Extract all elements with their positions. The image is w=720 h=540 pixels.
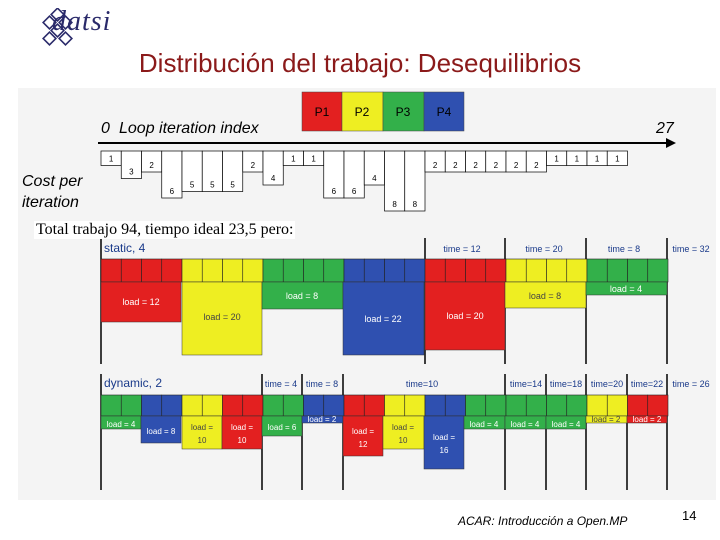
iteration-cell	[567, 259, 587, 282]
cost-label-line1: Cost per	[22, 173, 83, 190]
dynamic-load-label: 10	[237, 436, 247, 445]
dynamic-load-label: load =	[190, 423, 214, 432]
iteration-cell	[243, 395, 263, 416]
static-time-8: time = 8	[607, 244, 641, 254]
iteration-cell	[142, 259, 162, 282]
iteration-cell	[607, 395, 627, 416]
iteration-cell	[425, 259, 445, 282]
iteration-cell	[506, 259, 526, 282]
dynamic-time-label: time = 26	[672, 379, 710, 389]
cost-value: 8	[412, 200, 418, 209]
cost-value: 2	[149, 161, 154, 170]
iteration-cell	[648, 395, 668, 416]
cost-value: 1	[554, 154, 559, 164]
iteration-cell	[526, 395, 546, 416]
slide-title: Distribución del trabajo: Desequilibrios	[138, 48, 582, 78]
static-time-20: time = 20	[525, 244, 563, 254]
static-schedule	[101, 238, 710, 364]
iteration-cell	[445, 259, 465, 282]
static-load-label: load = 20	[446, 311, 484, 321]
processor-legend	[302, 92, 464, 131]
iteration-cell	[283, 259, 303, 282]
index-start-label: 0	[101, 120, 110, 137]
iteration-cell	[263, 259, 283, 282]
cost-value: 2	[432, 161, 438, 170]
static-load-label: load = 22	[364, 314, 402, 324]
legend-p3-label: P3	[395, 105, 411, 119]
cost-value: 1	[615, 154, 620, 164]
iteration-cell	[344, 395, 364, 416]
dynamic-time-label: time = 4	[264, 379, 298, 389]
cost-value: 4	[270, 174, 276, 183]
iteration-cell	[121, 259, 141, 282]
iteration-cell	[182, 395, 202, 416]
iteration-cell	[324, 395, 344, 416]
dynamic-load-label: load =	[432, 433, 456, 442]
cost-value: 1	[574, 154, 580, 164]
cost-value: 2	[534, 161, 539, 170]
work-description: Total trabajo 94, tiempo ideal 23,5 pero:	[36, 221, 294, 238]
dynamic-load-block	[424, 416, 464, 469]
iteration-cell	[567, 395, 587, 416]
dynamic-load-label: load = 4	[106, 420, 136, 429]
footer-course: ACAR: Introducción a Open.MP	[458, 514, 628, 528]
iteration-cell	[243, 259, 263, 282]
static-load-label: load = 8	[285, 291, 319, 301]
static-iteration-cells	[101, 259, 668, 282]
static-time-32: time = 32	[672, 244, 710, 254]
iteration-cell	[162, 259, 182, 282]
dynamic-load-label: 16	[439, 446, 449, 455]
dynamic-load-label: load = 6	[267, 423, 297, 432]
iteration-cell	[162, 395, 182, 416]
index-end-label: 27	[656, 120, 674, 137]
cost-value: 2	[473, 161, 478, 170]
cost-value: 4	[372, 174, 377, 183]
iteration-cell	[445, 395, 465, 416]
iteration-cell	[587, 259, 607, 282]
cost-value: 2	[493, 161, 499, 170]
cost-value: 2	[250, 161, 256, 170]
legend-p2-label: P2	[354, 105, 370, 119]
dynamic-iteration-cells	[101, 395, 668, 416]
iteration-cell	[648, 259, 668, 282]
iteration-cell	[304, 259, 324, 282]
iteration-cell	[324, 259, 344, 282]
iteration-cell	[364, 395, 384, 416]
dynamic-time-label: time=22	[630, 379, 664, 389]
iteration-cell	[344, 259, 364, 282]
index-axis-label: Loop iteration index	[119, 120, 259, 137]
iteration-cell	[547, 259, 567, 282]
dynamic-load-label: load =	[351, 427, 375, 436]
dynamic-time-label: time=14	[509, 379, 543, 389]
cost-value: 6	[169, 187, 175, 196]
dynamic-load-label: load = 2	[632, 415, 662, 424]
legend-p1-label: P1	[314, 105, 330, 119]
iteration-cell	[587, 395, 607, 416]
dynamic-time-label: time = 8	[305, 379, 339, 389]
iteration-cell	[466, 395, 486, 416]
iteration-cell	[385, 259, 405, 282]
dynamic-load-label: 10	[197, 436, 207, 445]
cost-value: 6	[331, 187, 337, 196]
dynamic-time-label: time=18	[549, 379, 583, 389]
static-load-label: load = 4	[609, 284, 643, 294]
iteration-cell	[202, 259, 222, 282]
dynamic-load-block	[343, 416, 383, 456]
iteration-cell	[425, 395, 445, 416]
dynamic-load-label: load = 2	[307, 415, 337, 424]
dynamic-time-label: time=10	[405, 379, 439, 389]
iteration-cell	[506, 395, 526, 416]
dynamic-load-label: load = 8	[146, 427, 176, 436]
cost-value: 2	[513, 161, 519, 170]
iteration-cell	[101, 395, 121, 416]
iteration-cell	[526, 259, 546, 282]
dynamic-load-label: 10	[398, 436, 408, 445]
iteration-cell	[486, 395, 506, 416]
cost-value: 5	[189, 180, 195, 190]
iteration-cell	[182, 259, 202, 282]
iteration-cell	[263, 395, 283, 416]
cost-value: 6	[351, 187, 357, 196]
iteration-cell	[385, 395, 405, 416]
iteration-cell	[223, 395, 243, 416]
cost-value: 1	[311, 154, 316, 164]
cost-value: 1	[108, 154, 114, 164]
static-load-label: load = 20	[203, 312, 241, 322]
dynamic-load-label: load = 4	[469, 420, 499, 429]
static-time-12: time = 12	[443, 244, 481, 254]
static-load-label: load = 12	[122, 297, 160, 307]
cost-value: 5	[230, 180, 235, 190]
dynamic-label: dynamic, 2	[104, 376, 163, 390]
cost-value: 8	[392, 200, 397, 209]
iteration-cost-bars	[101, 151, 628, 211]
cost-value: 2	[453, 161, 458, 170]
cost-label-line2: iteration	[22, 194, 79, 211]
dynamic-schedule	[101, 374, 710, 490]
cost-value: 1	[291, 154, 296, 164]
iteration-cell	[364, 259, 384, 282]
iteration-cell	[223, 259, 243, 282]
iteration-cell	[101, 259, 121, 282]
dynamic-load-label: load = 4	[510, 420, 540, 429]
dynamic-load-label: load = 2	[591, 415, 621, 424]
static-label: static, 4	[104, 241, 146, 255]
cost-value: 3	[129, 167, 134, 177]
cost-value: 5	[210, 180, 215, 190]
logo-text: datsi	[52, 6, 112, 37]
iteration-cell	[628, 259, 648, 282]
iteration-cell	[142, 395, 162, 416]
iteration-cell	[202, 395, 222, 416]
page-number: 14	[682, 508, 697, 523]
cost-value: 1	[594, 154, 600, 164]
iteration-cell	[607, 259, 627, 282]
static-load-label: load = 8	[528, 291, 562, 301]
iteration-cell	[304, 395, 324, 416]
iteration-cell	[405, 259, 425, 282]
dynamic-load-label: load = 4	[551, 420, 581, 429]
index-arrowhead	[666, 138, 676, 148]
iteration-cell	[547, 395, 567, 416]
iteration-cell	[628, 395, 648, 416]
dynamic-load-label: 12	[358, 440, 368, 449]
dynamic-load-label: load =	[391, 423, 415, 432]
dynamic-load-label: load =	[230, 423, 254, 432]
iteration-cell	[283, 395, 303, 416]
iteration-cell	[486, 259, 506, 282]
dynamic-time-label: time=20	[590, 379, 624, 389]
iteration-cell	[405, 395, 425, 416]
legend-p4-label: P4	[436, 105, 452, 119]
schedule-diagram	[18, 88, 716, 500]
iteration-cell	[466, 259, 486, 282]
iteration-cell	[121, 395, 141, 416]
